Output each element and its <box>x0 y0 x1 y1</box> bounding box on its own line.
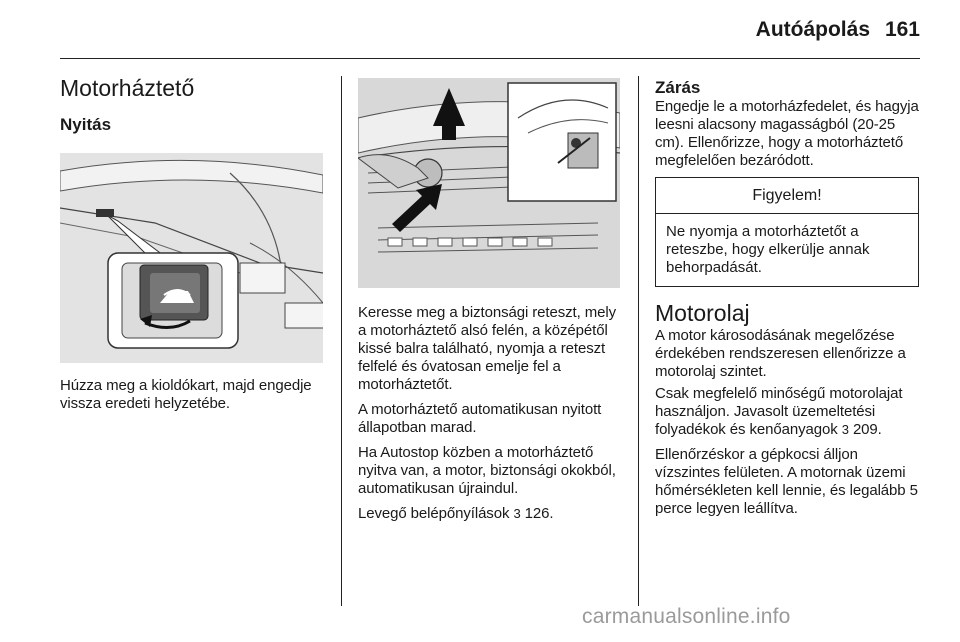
autostop-paragraph: Ha Autostop közben a motorháztető nyitva van, a motor, biztonsági okokból, automatikusan újraindul. <box>358 444 616 497</box>
page-header-title: Autóápolás <box>755 18 870 41</box>
right-column <box>655 78 921 525</box>
page-reference-icon: 3 <box>841 422 849 437</box>
warning-text: Ne nyomja a motorháztetőt a reteszbe, hogy elkerülje annak behorpadását. <box>666 223 870 276</box>
bonnet-release-lever-illustration <box>60 153 323 363</box>
engine-oil-title: Motorolaj <box>655 300 750 326</box>
section-title: Motorháztető <box>60 75 195 101</box>
middle-column <box>358 78 626 530</box>
page-number: 161 <box>884 18 920 41</box>
subsection-title: Nyitás <box>60 115 112 134</box>
oil-quality-page: 209. <box>852 421 882 438</box>
oil-check-paragraph: Ellenőrzéskor a gépkocsi álljon vízszintes felületen. A motornak üzemi hőmérsékleten kell lennie, és legalább 5 perce legyen leállítva. <box>655 446 918 517</box>
oil-intro-paragraph: A motor károsodásának megelőzése érdekében rendszeresen ellenőrizze a motorolaj szintet. <box>655 327 906 380</box>
air-inlet-reference <box>358 505 626 523</box>
left-column <box>60 68 330 420</box>
page-reference-icon: 3 <box>513 506 521 521</box>
bonnet-safety-catch-illustration <box>358 78 620 288</box>
safety-catch-paragraph: Keresse meg a biztonsági reteszt, mely a motorháztető alsó felén, a középétől kissé balra található, nyomja a reteszt felfelé és óvatosan emelje fel a motorháztetőt. <box>358 304 616 393</box>
air-inlet-page: 126. <box>524 505 554 522</box>
closing-title: Zárás <box>655 78 701 97</box>
warning-box <box>655 177 919 287</box>
header-divider <box>60 58 920 59</box>
closing-paragraph: Engedje le a motorházfedelet, és hagyja leesni alacsony magasságból (20-25 cm). Ellenőrizze, hogy a motorháztető megfelelően bezáródott. <box>655 98 919 169</box>
air-inlet-text: Levegő belépőnyílások <box>358 505 510 522</box>
column-divider-2 <box>638 76 639 606</box>
watermark-text: carmanualsonline.info <box>582 605 791 628</box>
release-lever-caption: Húzza meg a kioldókart, majd engedje vissza eredeti helyzetébe. <box>60 377 312 412</box>
auto-open-paragraph: A motorháztető automatikusan nyitott állapotban marad. <box>358 401 602 436</box>
warning-title: Figyelem! <box>656 178 918 214</box>
column-divider-1 <box>341 76 342 606</box>
oil-quality-paragraph <box>655 385 921 439</box>
oil-quality-text: Csak megfelelő minőségű motorolajat használjon. Javasolt üzemeltetési folyadékok és kenőanyagok <box>655 385 903 438</box>
